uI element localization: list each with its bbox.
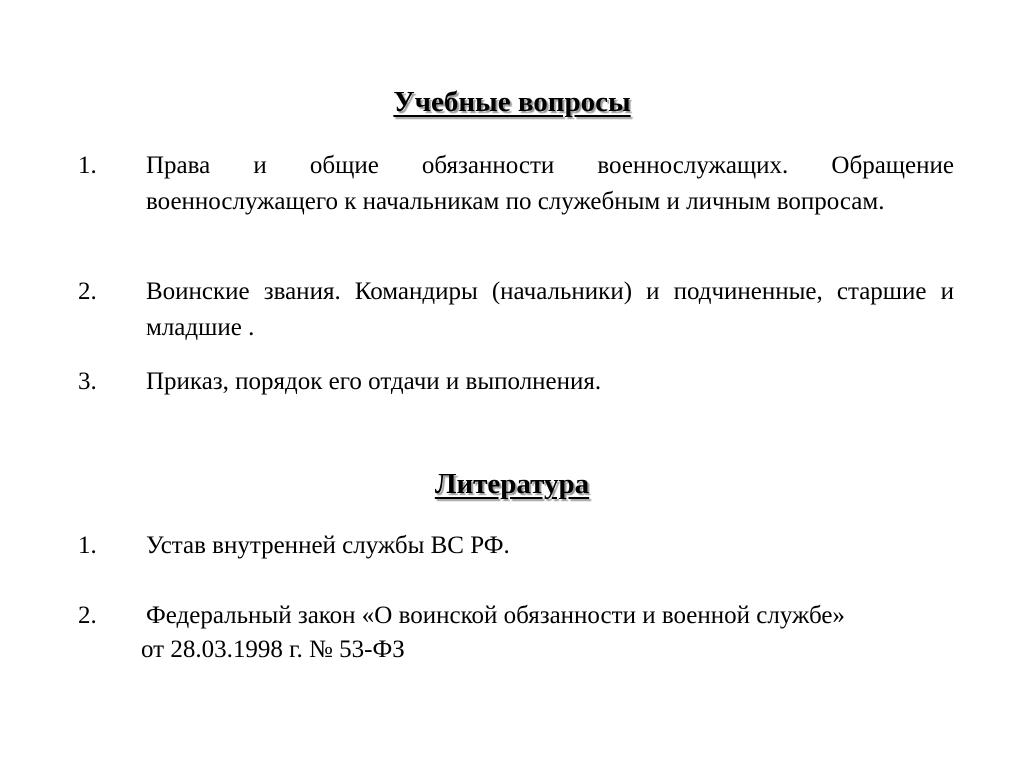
item-text: Права и общие обязанности военнослужащих. Обращение военнослужащего к начальникам по служебным и личным вопросам. xyxy=(146,152,954,215)
item-text: Федеральный закон «О воинской обязанности и военной службе» xyxy=(146,602,845,629)
item-number: 1. xyxy=(78,532,97,559)
item-number: 1. xyxy=(78,152,97,179)
item-number: 2. xyxy=(78,602,97,629)
item-text-continuation: от 28.03.1998 г. № 53-ФЗ xyxy=(141,636,405,663)
item-text: Устав внутренней службы ВС РФ. xyxy=(146,532,510,559)
item-number: 2. xyxy=(78,278,97,305)
questions-title: Учебные вопросы xyxy=(393,86,631,118)
item-text: Воинские звания. Командиры (начальники) и подчиненные, старшие и младшие . xyxy=(146,278,954,341)
literature-title: Литература xyxy=(434,468,590,500)
item-text: Приказ, порядок его отдачи и выполнения. xyxy=(146,368,602,395)
item-number: 3. xyxy=(78,368,97,395)
